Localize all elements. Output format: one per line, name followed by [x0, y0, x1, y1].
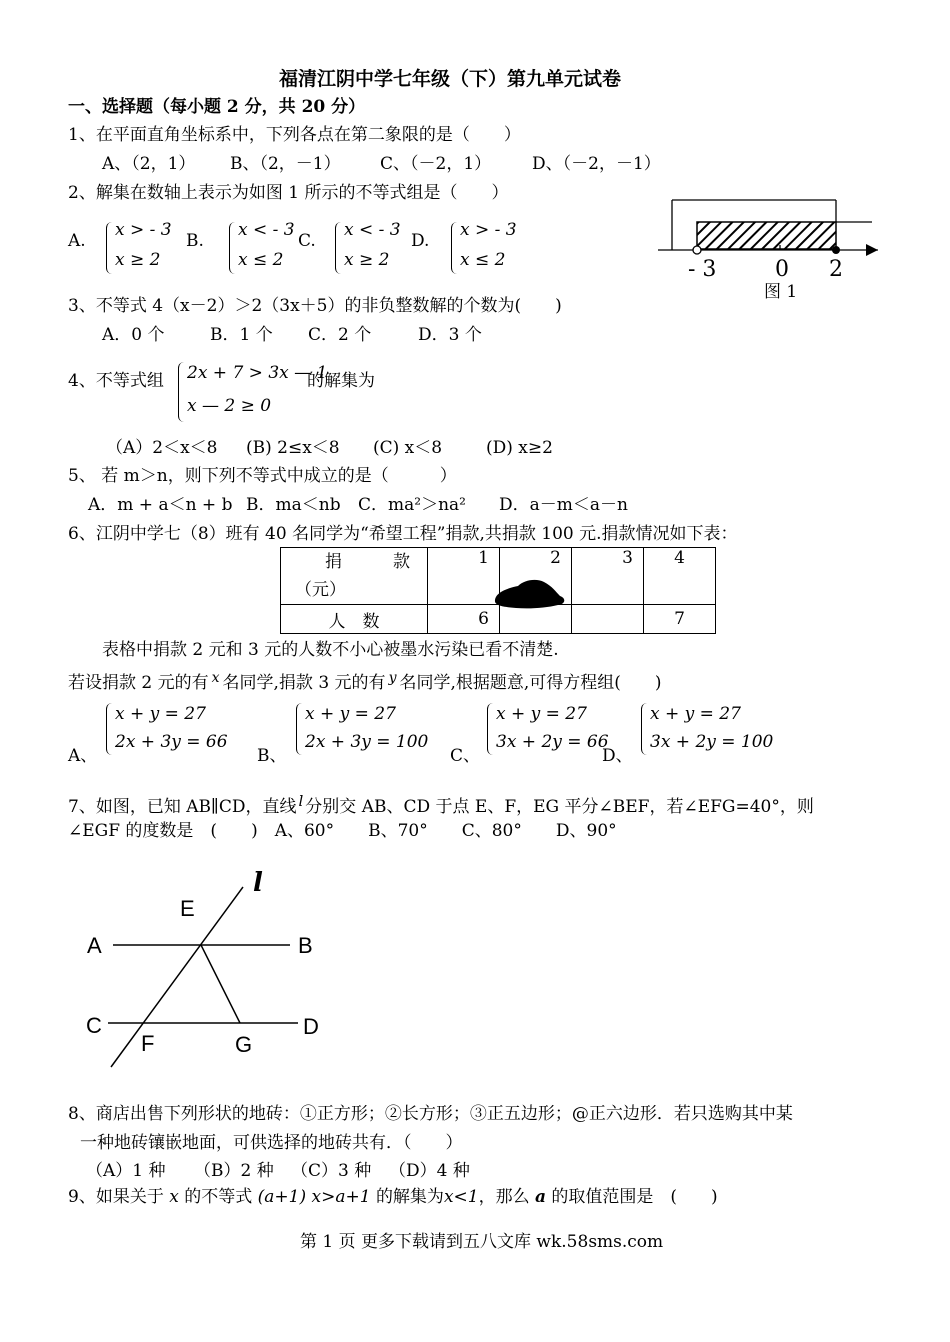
- transversal-line: [111, 887, 243, 1067]
- q4-option-a: （A）2＜x＜8: [106, 438, 218, 458]
- q9-stem: 9、如果关于 x 的不等式 (a+1) x>a+1 的解集为x<1，那么 a 的取值范围是 ( ): [68, 1187, 718, 1207]
- q6-system-c: x + y = 27 3x + 2y = 66: [496, 704, 609, 753]
- q6-setup: 若设捐款 2 元的有 $^x$ 名同学,捐款 3 元的有 $^y$ 名同学,根据题意,可得方程组( ): [68, 670, 662, 693]
- axis-arrow-icon: [866, 244, 878, 256]
- q6-brace-b: [296, 703, 303, 755]
- figure1-caption: 图 1: [764, 282, 798, 302]
- q1-option-d: D、（－2，－1）: [532, 154, 661, 174]
- q8-option-d: （D）4 种: [389, 1161, 470, 1181]
- point-label-g: G: [235, 1032, 253, 1057]
- count-cell-4: 7: [644, 605, 716, 634]
- q7-line1: 7、如图，已知 AB∥CD，直线 l 分别交 AB、CD 于点 E、F，EG 平分∠BEF，若∠EFG=40°，则: [68, 792, 814, 817]
- section-heading: 一、选择题（每小题 2 分，共 20 分）: [68, 97, 366, 117]
- q4-option-d: (D) x≥2: [486, 438, 553, 458]
- q1-option-c: C、（－2，1）: [380, 154, 492, 174]
- q6-label-b: B、: [257, 746, 287, 766]
- q6-brace-d: [641, 703, 648, 755]
- q4-system: 2x + 7 > 3x — 1 x — 2 ≥ 0: [187, 363, 328, 417]
- q8-option-b: （B）2 种: [194, 1161, 274, 1181]
- count-cell-3: [572, 605, 644, 634]
- q5-option-d: D．a－m＜a－n: [499, 495, 628, 515]
- tick-label-minus3: - 3: [688, 257, 717, 282]
- q8-option-a: （A）1 种: [86, 1161, 166, 1181]
- q2-brace-c: [335, 222, 342, 274]
- q6-brace-a: [106, 703, 113, 755]
- q4-option-c: (C) x＜8: [373, 438, 443, 458]
- solution-shaded-region: [697, 222, 836, 249]
- q5-option-a: A．m + a＜n + b: [88, 495, 233, 515]
- q3-option-d: D．3 个: [418, 325, 482, 345]
- q6-label-c: C、: [450, 746, 481, 766]
- q2-brace-b: [229, 222, 236, 274]
- q4-suffix: 的解集为: [307, 371, 375, 391]
- open-point-icon: [693, 246, 701, 254]
- point-label-b: B: [298, 933, 313, 958]
- q1-stem: 1、在平面直角坐标系中，下列各点在第二象限的是（ ）: [68, 125, 521, 145]
- q8-option-c: （C）3 种: [291, 1161, 372, 1181]
- q2-system-c: x < - 3 x ≥ 2: [344, 220, 401, 271]
- bisector-eg: [201, 945, 240, 1023]
- q5-stem: 5、 若 m＞n，则下列不等式中成立的是（ ）: [68, 466, 457, 486]
- q3-stem: 3、不等式 4（x－2）＞2（3x＋5）的非负整数解的个数为( ): [68, 296, 562, 316]
- q2-system-a: x > - 3 x ≥ 2: [115, 220, 172, 271]
- tick-label-0: 0: [775, 257, 789, 282]
- q2-label-c: C.: [298, 231, 316, 251]
- amount-cell-1: 1: [428, 548, 500, 605]
- q2-brace-a: [106, 222, 113, 274]
- q8-line1: 8、商店出售下列形状的地砖：①正方形；②长方形；③正五边形；@正六边形．若只选购其中某: [68, 1104, 793, 1124]
- table-head-amount: 捐 款 （元）: [281, 548, 428, 605]
- q1-option-b: B、（2，－1）: [230, 154, 341, 174]
- line-label-l: l: [253, 868, 263, 898]
- q5-option-b: B．ma＜nb: [246, 495, 341, 515]
- amount-cell-4: 4: [644, 548, 716, 605]
- q7-line2: ∠EGF 的度数是 ( ) A、60° B、70° C、80° D、90°: [68, 821, 617, 841]
- q3-option-c: C．2 个: [308, 325, 372, 345]
- point-label-f: F: [141, 1031, 155, 1056]
- q6-system-a: x + y = 27 2x + 3y = 66: [115, 704, 228, 753]
- q6-label-a: A、: [68, 746, 98, 766]
- q6-brace-c: [487, 703, 494, 755]
- q3-option-b: B．1 个: [210, 325, 273, 345]
- q2-stem: 2、解集在数轴上表示为如图 1 所示的不等式组是（ ）: [68, 183, 509, 203]
- q4-prefix: 4、不等式组: [68, 371, 164, 391]
- q2-label-d: D.: [411, 231, 430, 251]
- amount-cell-2: 2: [500, 548, 572, 605]
- q4-brace: [178, 362, 185, 422]
- q6-stem: 6、江阴中学七（8）班有 40 名同学为“希望工程”捐款,共捐款 100 元.捐款情况如下表：: [68, 524, 738, 544]
- q6-system-d: x + y = 27 3x + 2y = 100: [650, 704, 774, 753]
- point-label-a: A: [87, 933, 102, 958]
- parallel-lines-figure: [80, 870, 360, 1100]
- q6-note: 表格中捐款 2 元和 3 元的人数不小心被墨水污染已看不清楚.: [102, 640, 559, 660]
- q2-system-d: x > - 3 x ≤ 2: [460, 220, 517, 271]
- q6-label-d: D、: [602, 746, 633, 766]
- closed-point-icon: [832, 246, 840, 254]
- q5-option-c: C．ma²＞na²: [358, 495, 466, 515]
- count-cell-1: 6: [428, 605, 500, 634]
- ink-blot: [490, 574, 570, 614]
- q2-label-a: A.: [68, 231, 86, 251]
- q3-option-a: A．0 个: [102, 325, 165, 345]
- q1-option-a: A、（2，1）: [102, 154, 196, 174]
- q6-system-b: x + y = 27 2x + 3y = 100: [305, 704, 429, 753]
- table-head-people: 人 数: [281, 605, 428, 634]
- amount-cell-3: 3: [572, 548, 644, 605]
- q2-brace-d: [451, 222, 458, 274]
- q4-option-b: (B) 2≤x＜8: [246, 438, 340, 458]
- tick-label-2: 2: [829, 257, 843, 282]
- point-label-c: C: [86, 1013, 102, 1038]
- page-footer: 第 1 页 更多下载请到五八文库 wk.58sms.com: [300, 1232, 664, 1252]
- q2-system-b: x < - 3 x ≤ 2: [238, 220, 295, 271]
- q8-line2: 一种地砖镶嵌地面，可供选择的地砖共有．（ ）: [80, 1133, 463, 1153]
- page-title: 福清江阴中学七年级（下）第九单元试卷: [279, 68, 622, 90]
- point-label-e: E: [180, 896, 195, 921]
- point-label-d: D: [303, 1014, 319, 1039]
- q2-label-b: B.: [186, 231, 204, 251]
